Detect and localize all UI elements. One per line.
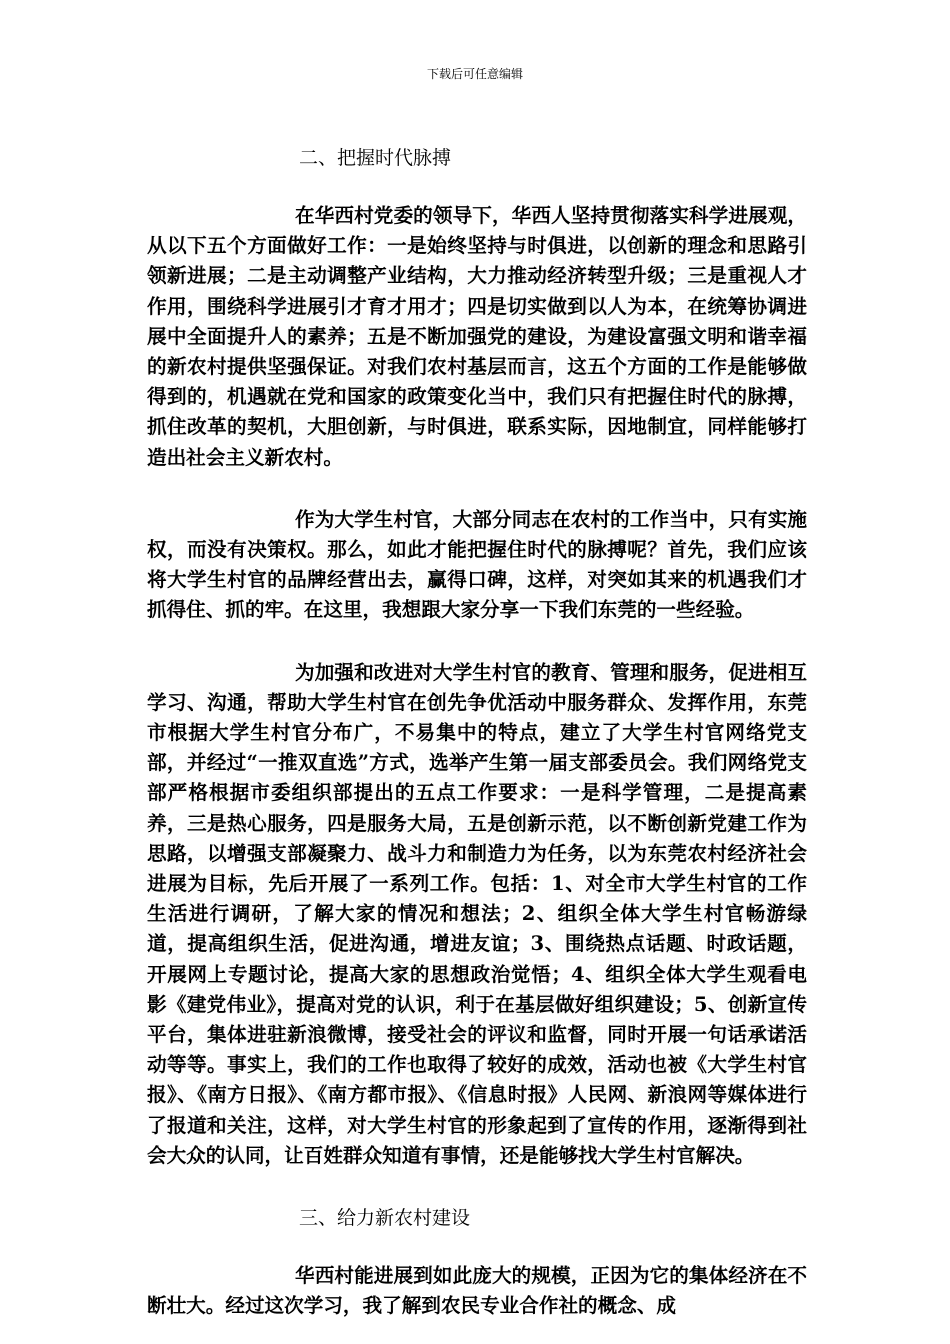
paragraph-1: 在华西村党委的领导下，华西人坚持贯彻落实科学进展观，从以下五个方面做好工作：一是始终坚持与时俱进，以创新的理念和思路引领新进展；二是主动调整产业结构，大力推动经济转型升级；三是重视人才作用，围绕科学进展引才育才用才；四是切实做到以人为本，在统筹协调进展中全面提升人的素养；五是不断加强党的建设，为建设富强文明和谐幸福的新农村提供坚强保证。对我们农村基层而言，这五个方面的工作是能够做得到的，机遇就在党和国家的政策变化当中，我们只有把握住时代的脉搏，抓住改革的契机，大胆创新，与时俱进，联系实际，因地制宜，同样能够打造出社会主义新农村。 — [147, 204, 807, 469]
paragraph-3: 为加强和改进对大学生村官的教育、管理和服务，促进相互学习、沟通，帮助大学生村官在创先争优活动中服务群众、发挥作用，东莞市根据大学生村官分布广，不易集中的特点，建立了大学生村官网络党支部，并经过“一推双直选”方式，选举产生第一届支部委员会。我们网络党支部严格根据市委组织部提出的五点工作要求：一是科学管理，二是提高素养，三是热心服务，四是服务大局，五是创新示范，以不断创新党建工作为思路，以增强支部凝聚力、战斗力和制造力为任务，以为东莞农村经济社会进展为目标，先后开展了一系列工作。包括：1、对全市大学生村官的工作生活进行调研，了解大家的情况和想法；2、组织全体大学生村官畅游绿道，提高组织生活，促进沟通，增进友谊；3、围绕热点话题、时政话题，开展网上专题讨论，提高大家的思想政治觉悟；4、组织全体大学生观看电影《建党伟业》，提高对党的认识，利于在基层做好组织建设；5、创新宣传平台，集体进驻新浪微博，接受社会的评议和监督，同时开展一句话承诺活动等等。事实上，我们的工作也取得了较好的成效，活动也被《大学生村官报》、《南方日报》、《南方都市报》、《信息时报》人民网、新浪网等媒体进行了报道和关注，这样，对大学生村官的形象起到了宣传的作用，逐渐得到社会大众的认同，让百姓群众知道有事情，还是能够找大学生村官解决。 — [147, 660, 807, 1167]
document-body — [147, 143, 807, 1322]
paragraph-2: 作为大学生村官，大部分同志在农村的工作当中，只有实施权，而没有决策权。那么，如此才能把握住时代的脉搏呢？首先，我们应该将大学生村官的品牌经营出去，赢得口碑，这样，对突如其来的机遇我们才抓得住、抓的牢。在这里，我想跟大家分享一下我们东莞的一些经验。 — [147, 507, 807, 622]
section-heading-2: 二、把握时代脉搏 — [299, 147, 452, 169]
paragraph-4: 华西村能进展到如此庞大的规模，正因为它的集体经济在不断壮大。经过这次学习，我了解到农民专业合作社的概念、成 — [147, 1264, 807, 1318]
header-note: 下载后可任意编辑 — [426, 67, 523, 81]
section-heading-3: 三、给力新农村建设 — [299, 1207, 471, 1230]
